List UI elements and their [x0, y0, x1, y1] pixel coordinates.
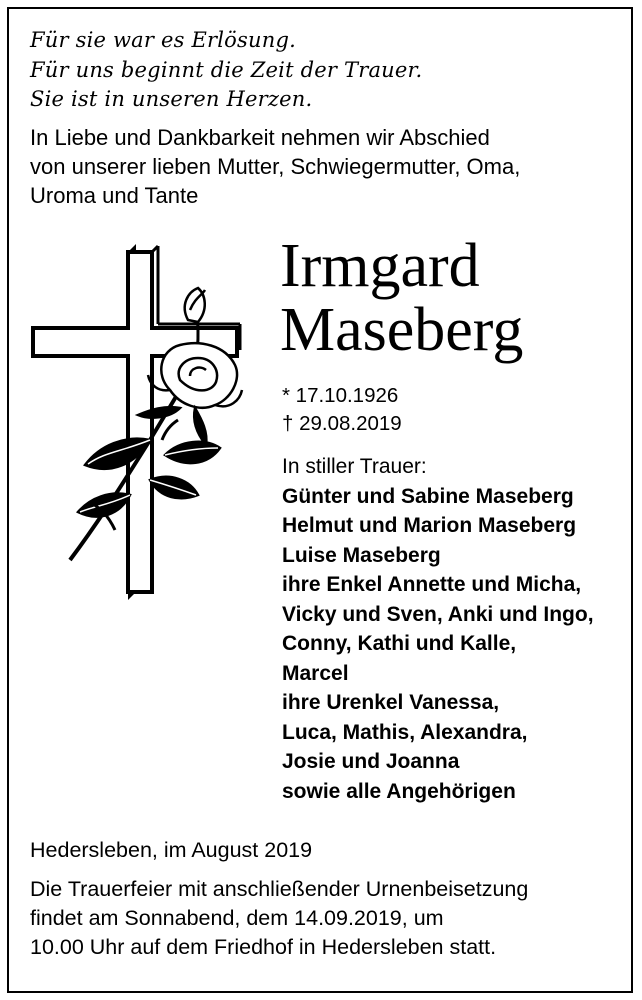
memorial-quote [30, 26, 422, 115]
place-date: Hedersleben, im August 2019 [30, 838, 313, 862]
cross-rose-emblem [30, 240, 245, 620]
service-line: Die Trauerfeier mit anschließender Urnenbeisetzung [30, 877, 529, 901]
birth-date: * 17.10.1926 [282, 384, 399, 407]
mourner-line: Josie und Joanna [282, 750, 460, 773]
farewell-text [30, 123, 620, 210]
quote-line: Für sie war es Erlösung. [30, 28, 296, 52]
quote-line: Für uns beginnt die Zeit der Trauer. [30, 57, 423, 82]
mourner-line: Luise Maseberg [282, 543, 441, 567]
mourner-line: Conny, Kathi und Kalle, [282, 632, 517, 655]
mourner-line: Helmut und Marion Maseberg [282, 514, 577, 537]
service-info [30, 875, 630, 962]
first-name: Irmgard [280, 232, 480, 300]
life-dates [282, 382, 402, 438]
service-line: 10.00 Uhr auf dem Friedhof in Hedersleben statt. [30, 935, 497, 959]
farewell-line: Uroma und Tante [30, 183, 199, 208]
mourner-line: Vicky und Sven, Anki und Ingo, [282, 602, 594, 626]
mourners-heading: In stiller Trauer: [282, 455, 427, 478]
mourner-line: Luca, Mathis, Alexandra, [282, 720, 528, 744]
death-date: † 29.08.2019 [282, 412, 402, 435]
mourner-line: ihre Enkel Annette und Micha, [282, 573, 582, 596]
mourner-line: Günter und Sabine Maseberg [282, 484, 574, 508]
mourner-line: Marcel [282, 661, 349, 685]
farewell-line: von unserer lieben Mutter, Schwiegermutter, Oma, [30, 154, 521, 179]
quote-line: Sie ist in unseren Herzen. [30, 87, 313, 111]
mourners-list [282, 452, 594, 806]
service-line: findet am Sonnabend, dem 14.09.2019, um [30, 906, 444, 930]
cross-icon [33, 244, 240, 600]
farewell-line: In Liebe und Dankbarkeit nehmen wir Abschied [30, 125, 490, 150]
mourner-line: sowie alle Angehörigen [282, 779, 516, 803]
deceased-name [280, 234, 523, 362]
last-name: Maseberg [280, 296, 524, 364]
mourner-line: ihre Urenkel Vanessa, [282, 691, 500, 714]
